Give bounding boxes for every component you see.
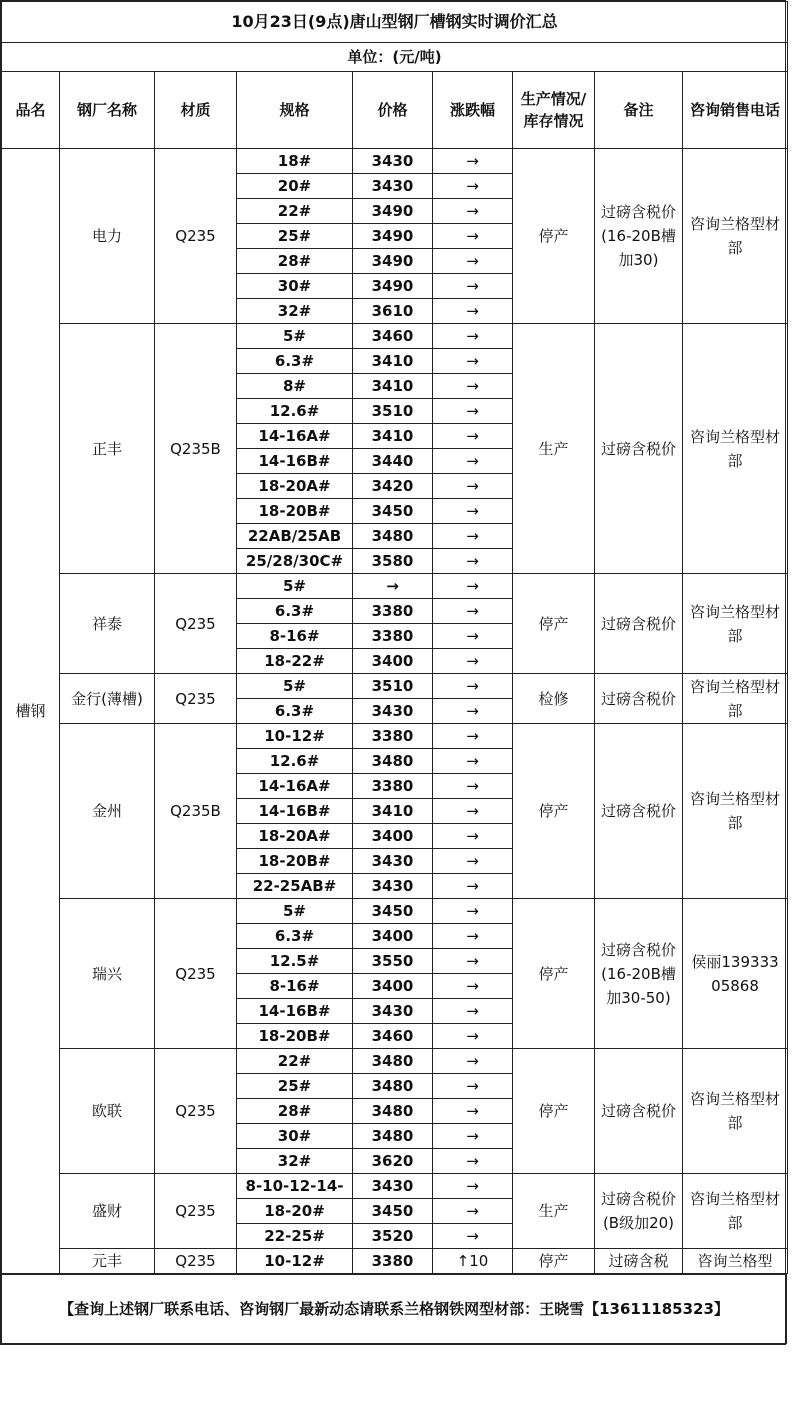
change-cell: → bbox=[433, 774, 513, 799]
header-change: 涨跌幅 bbox=[433, 72, 513, 149]
price-cell: 3490 bbox=[353, 249, 433, 274]
change-cell: → bbox=[433, 174, 513, 199]
spec-cell: 6.3# bbox=[237, 599, 353, 624]
price-cell: 3410 bbox=[353, 424, 433, 449]
table-row bbox=[2, 1249, 788, 1274]
spec-cell: 10-12# bbox=[237, 724, 353, 749]
change-cell: → bbox=[433, 1149, 513, 1174]
mill-name-cell: 盛财 bbox=[60, 1174, 155, 1249]
change-cell: → bbox=[433, 274, 513, 299]
spec-cell: 28# bbox=[237, 249, 353, 274]
change-cell: → bbox=[433, 349, 513, 374]
spec-cell: 22# bbox=[237, 1049, 353, 1074]
spec-cell: 12.6# bbox=[237, 399, 353, 424]
status-cell: 停产 bbox=[513, 1249, 595, 1274]
material-cell: Q235 bbox=[155, 1049, 237, 1174]
spec-cell: 22# bbox=[237, 199, 353, 224]
change-cell: → bbox=[433, 624, 513, 649]
spec-cell: 22-25# bbox=[237, 1224, 353, 1249]
spec-cell: 10-12# bbox=[237, 1249, 353, 1274]
price-cell: 3410 bbox=[353, 799, 433, 824]
change-cell: → bbox=[433, 399, 513, 424]
spec-cell: 18-20A# bbox=[237, 824, 353, 849]
spec-cell: 32# bbox=[237, 299, 353, 324]
change-cell: → bbox=[433, 1124, 513, 1149]
status-cell: 生产 bbox=[513, 324, 595, 574]
status-cell: 停产 bbox=[513, 1049, 595, 1174]
price-cell: 3520 bbox=[353, 1224, 433, 1249]
change-cell: → bbox=[433, 524, 513, 549]
header-mill: 钢厂名称 bbox=[60, 72, 155, 149]
spec-cell: 8-16# bbox=[237, 974, 353, 999]
status-cell: 停产 bbox=[513, 574, 595, 674]
spec-cell: 6.3# bbox=[237, 924, 353, 949]
mill-name-cell: 祥泰 bbox=[60, 574, 155, 674]
contact-cell: 咨询兰格型材部 bbox=[683, 324, 788, 574]
spec-cell: 18-22# bbox=[237, 649, 353, 674]
spec-cell: 8-10-12-14- bbox=[237, 1174, 353, 1199]
price-cell: 3490 bbox=[353, 224, 433, 249]
change-cell: → bbox=[433, 799, 513, 824]
change-cell: → bbox=[433, 149, 513, 174]
change-cell: → bbox=[433, 424, 513, 449]
change-cell: → bbox=[433, 1099, 513, 1124]
material-cell: Q235B bbox=[155, 724, 237, 899]
change-cell: → bbox=[433, 874, 513, 899]
spec-cell: 28# bbox=[237, 1099, 353, 1124]
price-cell: 3420 bbox=[353, 474, 433, 499]
change-cell: → bbox=[433, 199, 513, 224]
price-cell: 3480 bbox=[353, 1049, 433, 1074]
price-cell: 3430 bbox=[353, 874, 433, 899]
table-row bbox=[2, 324, 788, 349]
price-cell: 3460 bbox=[353, 1024, 433, 1049]
price-cell: 3510 bbox=[353, 674, 433, 699]
change-cell: → bbox=[433, 324, 513, 349]
change-cell: → bbox=[433, 674, 513, 699]
spec-cell: 30# bbox=[237, 1124, 353, 1149]
change-cell: ↑10 bbox=[433, 1249, 513, 1274]
unit-label: 单位：(元/吨) bbox=[2, 43, 788, 72]
spec-cell: 14-16A# bbox=[237, 424, 353, 449]
spec-cell: 18-20A# bbox=[237, 474, 353, 499]
price-cell: 3480 bbox=[353, 1099, 433, 1124]
table-row bbox=[2, 574, 788, 599]
spec-cell: 25# bbox=[237, 1074, 353, 1099]
spec-cell: 32# bbox=[237, 1149, 353, 1174]
change-cell: → bbox=[433, 974, 513, 999]
header-note: 备注 bbox=[595, 72, 683, 149]
material-cell: Q235 bbox=[155, 1174, 237, 1249]
mill-name-cell: 瑞兴 bbox=[60, 899, 155, 1049]
mill-name-cell: 金行(薄槽) bbox=[60, 674, 155, 724]
change-cell: → bbox=[433, 1174, 513, 1199]
price-cell: 3430 bbox=[353, 849, 433, 874]
price-cell: 3400 bbox=[353, 649, 433, 674]
price-cell: 3430 bbox=[353, 999, 433, 1024]
spec-cell: 14-16A# bbox=[237, 774, 353, 799]
spec-cell: 18-20B# bbox=[237, 849, 353, 874]
change-cell: → bbox=[433, 924, 513, 949]
price-cell: 3610 bbox=[353, 299, 433, 324]
note-cell: 过磅含税价(16-20B槽加30-50) bbox=[595, 899, 683, 1049]
header-contact: 咨询销售电话 bbox=[683, 72, 788, 149]
change-cell: → bbox=[433, 824, 513, 849]
change-cell: → bbox=[433, 649, 513, 674]
status-cell: 检修 bbox=[513, 674, 595, 724]
price-cell: 3430 bbox=[353, 174, 433, 199]
price-cell: 3450 bbox=[353, 899, 433, 924]
spec-cell: 5# bbox=[237, 324, 353, 349]
change-cell: → bbox=[433, 999, 513, 1024]
spec-cell: 6.3# bbox=[237, 349, 353, 374]
note-cell: 过磅含税价 bbox=[595, 674, 683, 724]
spec-cell: 20# bbox=[237, 174, 353, 199]
page-bottom-margin bbox=[0, 1342, 794, 1404]
price-cell: 3380 bbox=[353, 1249, 433, 1274]
price-table bbox=[1, 1, 788, 1274]
status-cell: 停产 bbox=[513, 149, 595, 324]
spec-cell: 8-16# bbox=[237, 624, 353, 649]
price-cell: 3490 bbox=[353, 199, 433, 224]
mill-name-cell: 金州 bbox=[60, 724, 155, 899]
change-cell: → bbox=[433, 1049, 513, 1074]
spec-cell: 14-16B# bbox=[237, 799, 353, 824]
material-cell: Q235 bbox=[155, 674, 237, 724]
change-cell: → bbox=[433, 1224, 513, 1249]
price-cell: 3410 bbox=[353, 374, 433, 399]
status-cell: 停产 bbox=[513, 724, 595, 899]
price-cell: 3580 bbox=[353, 549, 433, 574]
change-cell: → bbox=[433, 1074, 513, 1099]
spec-cell: 5# bbox=[237, 674, 353, 699]
spec-cell: 12.6# bbox=[237, 749, 353, 774]
table-row bbox=[2, 1174, 788, 1199]
table-row bbox=[2, 1049, 788, 1074]
price-cell: → bbox=[353, 574, 433, 599]
price-cell: 3400 bbox=[353, 924, 433, 949]
contact-cell: 咨询兰格型材部 bbox=[683, 1174, 788, 1249]
contact-cell: 咨询兰格型材部 bbox=[683, 1049, 788, 1174]
spec-cell: 8# bbox=[237, 374, 353, 399]
change-cell: → bbox=[433, 449, 513, 474]
note-cell: 过磅含税价 bbox=[595, 1049, 683, 1174]
table-row bbox=[2, 149, 788, 174]
table-row bbox=[2, 899, 788, 924]
change-cell: → bbox=[433, 949, 513, 974]
price-cell: 3510 bbox=[353, 399, 433, 424]
mill-name-cell: 正丰 bbox=[60, 324, 155, 574]
spec-cell: 18# bbox=[237, 149, 353, 174]
contact-cell: 咨询兰格型 bbox=[683, 1249, 788, 1274]
mill-name-cell: 电力 bbox=[60, 149, 155, 324]
spec-cell: 18-20# bbox=[237, 1199, 353, 1224]
product-name-cell: 槽钢 bbox=[2, 149, 60, 1274]
contact-cell: 咨询兰格型材部 bbox=[683, 574, 788, 674]
spec-cell: 18-20B# bbox=[237, 499, 353, 524]
status-cell: 生产 bbox=[513, 1174, 595, 1249]
spec-cell: 22AB/25AB bbox=[237, 524, 353, 549]
price-cell: 3460 bbox=[353, 324, 433, 349]
spec-cell: 14-16B# bbox=[237, 449, 353, 474]
material-cell: Q235 bbox=[155, 574, 237, 674]
footer-table bbox=[1, 1274, 787, 1344]
price-cell: 3430 bbox=[353, 1174, 433, 1199]
spec-cell: 5# bbox=[237, 574, 353, 599]
table-row bbox=[2, 674, 788, 699]
header-product: 品名 bbox=[2, 72, 60, 149]
price-cell: 3380 bbox=[353, 774, 433, 799]
change-cell: → bbox=[433, 549, 513, 574]
spec-cell: 22-25AB# bbox=[237, 874, 353, 899]
note-cell: 过磅含税价(16-20B槽加30) bbox=[595, 149, 683, 324]
price-cell: 3480 bbox=[353, 524, 433, 549]
price-cell: 3450 bbox=[353, 499, 433, 524]
change-cell: → bbox=[433, 749, 513, 774]
change-cell: → bbox=[433, 499, 513, 524]
contact-cell: 咨询兰格型材部 bbox=[683, 149, 788, 324]
material-cell: Q235 bbox=[155, 1249, 237, 1274]
table-title: 10月23日(9点)唐山型钢厂槽钢实时调价汇总 bbox=[2, 2, 788, 43]
change-cell: → bbox=[433, 299, 513, 324]
header-status: 生产情况/库存情况 bbox=[513, 72, 595, 149]
change-cell: → bbox=[433, 724, 513, 749]
header-price: 价格 bbox=[353, 72, 433, 149]
price-cell: 3620 bbox=[353, 1149, 433, 1174]
spec-cell: 5# bbox=[237, 899, 353, 924]
price-cell: 3380 bbox=[353, 724, 433, 749]
price-cell: 3400 bbox=[353, 974, 433, 999]
change-cell: → bbox=[433, 849, 513, 874]
change-cell: → bbox=[433, 699, 513, 724]
spec-cell: 12.5# bbox=[237, 949, 353, 974]
note-cell: 过磅含税价(B级加20) bbox=[595, 1174, 683, 1249]
price-cell: 3380 bbox=[353, 599, 433, 624]
change-cell: → bbox=[433, 474, 513, 499]
note-cell: 过磅含税 bbox=[595, 1249, 683, 1274]
change-cell: → bbox=[433, 574, 513, 599]
price-cell: 3480 bbox=[353, 749, 433, 774]
price-cell: 3440 bbox=[353, 449, 433, 474]
price-cell: 3400 bbox=[353, 824, 433, 849]
material-cell: Q235 bbox=[155, 149, 237, 324]
note-cell: 过磅含税价 bbox=[595, 324, 683, 574]
change-cell: → bbox=[433, 899, 513, 924]
status-cell: 停产 bbox=[513, 899, 595, 1049]
header-spec: 规格 bbox=[237, 72, 353, 149]
contact-cell: 咨询兰格型材部 bbox=[683, 724, 788, 899]
note-cell: 过磅含税价 bbox=[595, 724, 683, 899]
change-cell: → bbox=[433, 374, 513, 399]
price-cell: 3430 bbox=[353, 149, 433, 174]
mill-name-cell: 欧联 bbox=[60, 1049, 155, 1174]
spec-cell: 25# bbox=[237, 224, 353, 249]
footer-contact-note: 【查询上述钢厂联系电话、咨询钢厂最新动态请联系兰格钢铁网型材部：王晓雪【13611185323】 bbox=[2, 1275, 787, 1344]
table-row bbox=[2, 724, 788, 749]
spec-cell: 6.3# bbox=[237, 699, 353, 724]
change-cell: → bbox=[433, 1199, 513, 1224]
contact-cell: 咨询兰格型材部 bbox=[683, 674, 788, 724]
change-cell: → bbox=[433, 224, 513, 249]
mill-name-cell: 元丰 bbox=[60, 1249, 155, 1274]
price-cell: 3490 bbox=[353, 274, 433, 299]
spec-cell: 25/28/30C# bbox=[237, 549, 353, 574]
price-cell: 3450 bbox=[353, 1199, 433, 1224]
price-cell: 3430 bbox=[353, 699, 433, 724]
price-cell: 3410 bbox=[353, 349, 433, 374]
price-cell: 3380 bbox=[353, 624, 433, 649]
material-cell: Q235B bbox=[155, 324, 237, 574]
spec-cell: 30# bbox=[237, 274, 353, 299]
price-cell: 3480 bbox=[353, 1074, 433, 1099]
spec-cell: 14-16B# bbox=[237, 999, 353, 1024]
price-cell: 3480 bbox=[353, 1124, 433, 1149]
contact-cell: 侯丽13933305868 bbox=[683, 899, 788, 1049]
change-cell: → bbox=[433, 249, 513, 274]
spec-cell: 18-20B# bbox=[237, 1024, 353, 1049]
change-cell: → bbox=[433, 599, 513, 624]
note-cell: 过磅含税价 bbox=[595, 574, 683, 674]
header-material: 材质 bbox=[155, 72, 237, 149]
material-cell: Q235 bbox=[155, 899, 237, 1049]
change-cell: → bbox=[433, 1024, 513, 1049]
price-cell: 3550 bbox=[353, 949, 433, 974]
